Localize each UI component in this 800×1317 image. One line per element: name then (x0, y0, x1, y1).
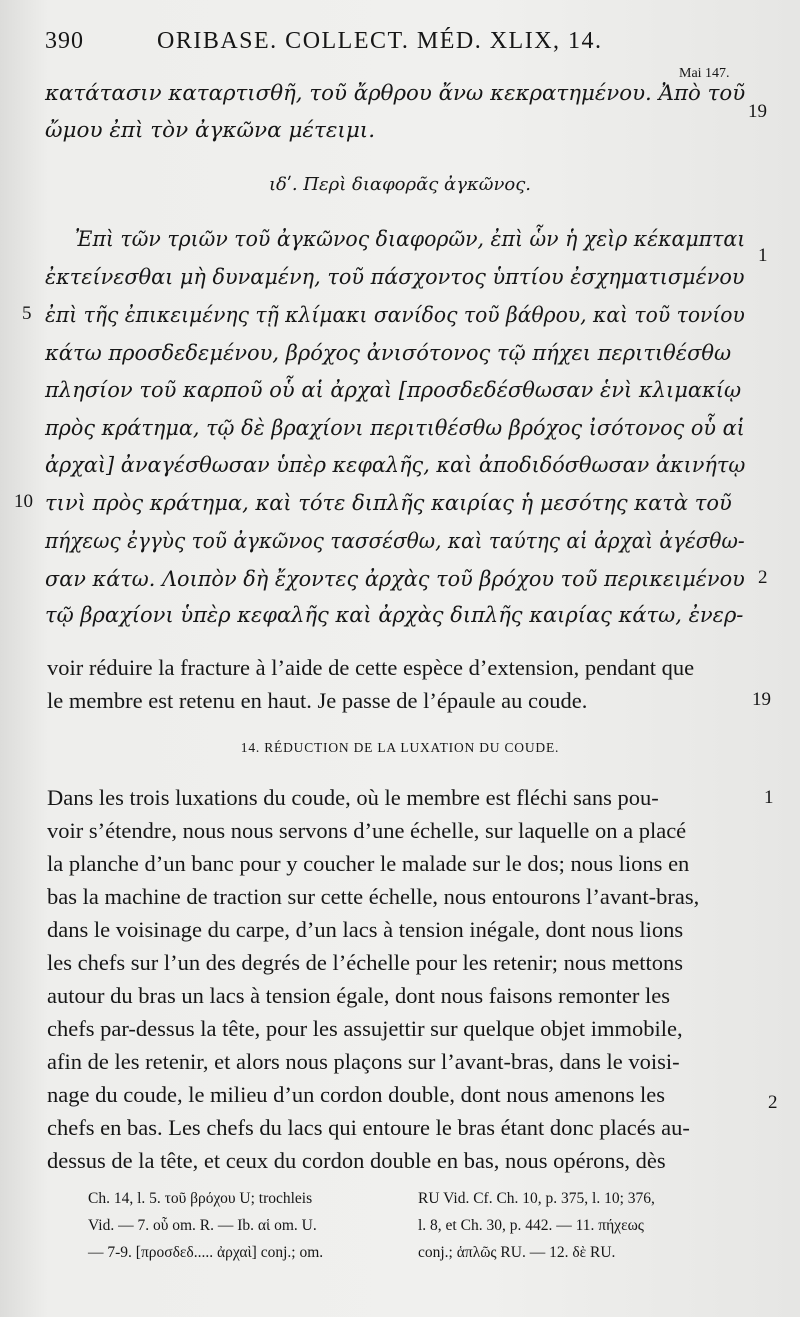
line-number: 2 (758, 567, 768, 588)
french-top-line: le membre est retenu en haut. Je passe de l’épaule au coude. (47, 688, 588, 713)
running-header (45, 28, 745, 62)
greek-body-line: κάτω προσδεδεμένου, βρόχος ἀνισότονος τῷ πήχει περιτιθέσθω (45, 341, 732, 365)
apparatus-note-right: RU Vid. Cf. Ch. 10, p. 375, l. 10; 376, (418, 1190, 655, 1207)
french-body-line: nage du coude, le milieu d’un cordon double, dont nous amenons les (47, 1082, 665, 1107)
line-number: 2 (768, 1092, 778, 1113)
greek-body-line: πλησίον τοῦ καρποῦ οὗ αἱ ἀρχαὶ [προσδεδέσθωσαν ἑνὶ κλιμακίῳ (45, 378, 742, 402)
line-number: 19 (752, 689, 771, 710)
greek-body-line: ἀρχαὶ] ἀναγέσθωσαν ὑπὲρ κεφαλῆς, καὶ ἀποδιδόσθωσαν ἀκινήτῳ (45, 453, 746, 477)
french-body-line: autour du bras un lacs à tension égale, dont nous faisons remonter les (47, 983, 670, 1008)
line-number: 10 (14, 491, 33, 512)
line-number: 1 (764, 787, 774, 808)
apparatus-note-left: Ch. 14, l. 5. τοῦ βρόχου U; trochleis (88, 1190, 313, 1207)
apparatus-note-left: — 7-9. [προσδεδ..... ἀρχαὶ] conj.; om. (88, 1244, 324, 1261)
greek-body-line: σαν κάτω. Λοιπὸν δὴ ἔχοντες ἀρχὰς τοῦ βρόχου τοῦ περικειμένου (45, 567, 745, 591)
french-body-line: les chefs sur l’un des degrés de l’échelle pour les retenir; nous mettons (47, 950, 684, 975)
greek-body-line: τινὶ πρὸς κράτημα, καὶ τότε διπλῆς καιρίας ἡ μεσότης κατὰ τοῦ (45, 491, 732, 515)
greek-top-line: κατάτασιν καταρτισθῆ, τοῦ ἄρθρου ἄνω κεκρατημένου. Ἀπὸ τοῦ (45, 81, 746, 106)
greek-body-line: πρὸς κράτημα, τῷ δὲ βραχίονι περιτιθέσθω βρόχος ἰσότονος οὗ αἱ (45, 416, 745, 440)
running-title: ORIBASE. COLLECT. MÉD. XLIX, 14. (157, 28, 603, 54)
french-body-line: dans le voisinage du carpe, d’un lacs à tension inégale, dont nous lions (47, 917, 684, 942)
apparatus-note-right: conj.; ἁπλῶς RU. — 12. δὲ RU. (418, 1244, 616, 1261)
apparatus-note-left: Vid. — 7. οὗ om. R. — Ib. αἱ om. U. (88, 1217, 317, 1234)
line-number: 19 (748, 101, 767, 122)
page-number: 390 (45, 28, 84, 54)
french-body-line: voir s’étendre, nous nous servons d’une échelle, sur laquelle on a placé (47, 818, 687, 843)
french-body-line: afin de les retenir, et alors nous plaçons sur l’avant-bras, dans le voisi- (47, 1049, 680, 1074)
line-number: 5 (22, 303, 32, 324)
french-top-line: voir réduire la fracture à l’aide de cette espèce d’extension, pendant que (47, 655, 695, 680)
french-body-line: dessus de la tête, et ceux du cordon double en bas, nous opérons, dès (47, 1148, 666, 1173)
line-number: 1 (758, 245, 768, 266)
french-body-line: la planche d’un banc pour y coucher le malade sur le dos; nous lions en (47, 851, 690, 876)
french-body-line: bas la machine de traction sur cette échelle, nous entourons l’avant-bras, (47, 884, 700, 909)
greek-chapter-heading: ιδʹ. Περὶ διαφορᾶς ἀγκῶνος. (268, 174, 532, 195)
french-chapter-heading: 14. RÉDUCTION DE LA LUXATION DU COUDE. (240, 740, 560, 755)
french-body-line: chefs en bas. Les chefs du lacs qui entoure le bras étant donc placés au- (47, 1115, 690, 1140)
greek-top-line: ὤμου ἐπὶ τὸν ἀγκῶνα μέτειμι. (45, 118, 376, 143)
french-body-line: chefs par-dessus la tête, pour les assujettir sur quelque objet immobile, (47, 1016, 683, 1041)
greek-body-line: πήχεως ἐγγὺς τοῦ ἀγκῶνος τασσέσθω, καὶ ταύτης αἱ ἀρχαὶ ἀγέσθω- (45, 529, 745, 553)
margin-reference: Mai 147. (679, 66, 730, 81)
french-body-line: Dans les trois luxations du coude, où le membre est fléchi sans pou- (47, 785, 659, 810)
greek-body-line: Ἐπὶ τῶν τριῶν τοῦ ἀγκῶνος διαφορῶν, ἐπὶ ὧν ἡ χεὶρ κέκαμπται (75, 227, 746, 251)
greek-body-line: ἐκτείνεσθαι μὴ δυναμένη, τοῦ πάσχοντος ὑπτίου ἐσχηματισμένου (45, 265, 745, 289)
greek-body-line: τῷ βραχίονι ὑπὲρ κεφαλῆς καὶ ἀρχὰς διπλῆς καιρίας κάτω, ἐνερ- (45, 603, 744, 627)
apparatus-note-right: l. 8, et Ch. 30, p. 442. — 11. πήχεως (418, 1217, 644, 1234)
greek-body-line: ἐπὶ τῆς ἐπικειμένης τῇ κλίμακι σανίδος τοῦ βάθρου, καὶ τοῦ τονίου (45, 303, 745, 327)
